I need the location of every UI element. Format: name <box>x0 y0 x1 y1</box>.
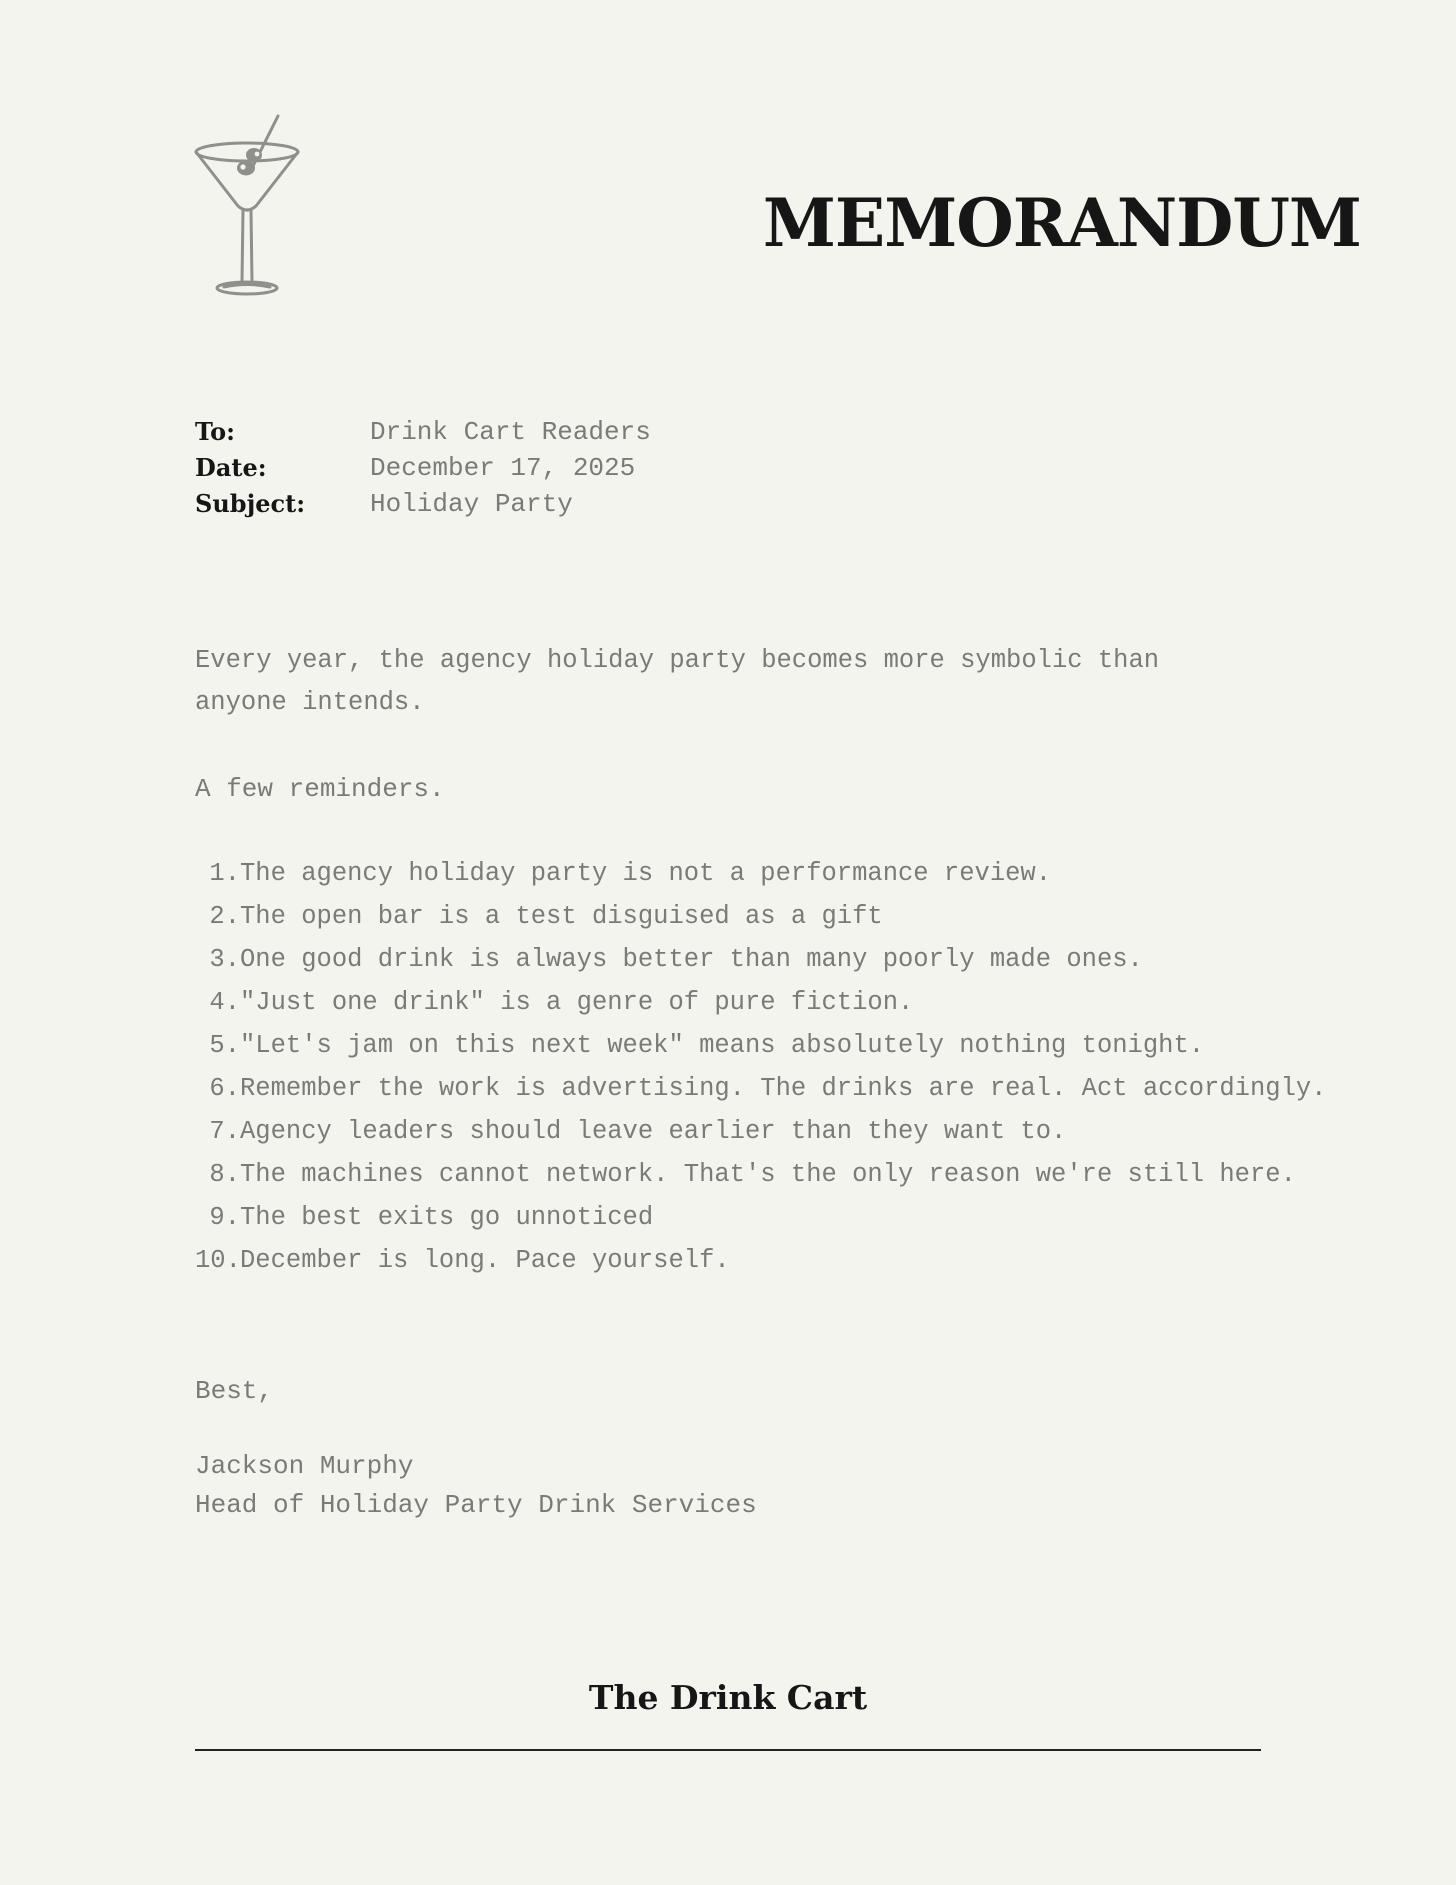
closing: Best, <box>195 1376 274 1406</box>
signer-block <box>195 1447 757 1525</box>
list-item-text: "Let's jam on this next week" means absolutely nothing tonight. <box>240 1031 1205 1060</box>
list-item-text: The best exits go unnoticed <box>240 1203 654 1232</box>
reminders-list <box>195 852 1327 1282</box>
list-item-text: The agency holiday party is not a performance review. <box>240 859 1052 888</box>
reminders-intro: A few reminders. <box>195 774 445 804</box>
list-item <box>195 1239 1275 1282</box>
to-label: To: <box>195 417 235 446</box>
list-item-number: 6. <box>209 1074 240 1103</box>
memo-header-fields <box>195 414 651 522</box>
date-row <box>195 450 651 486</box>
footer-divider <box>195 1749 1261 1751</box>
subject-label: Subject: <box>195 489 306 518</box>
list-item-number: 7. <box>209 1117 240 1146</box>
sign-off <box>195 1372 757 1525</box>
list-item <box>195 1153 1296 1196</box>
list-item-number: 1. <box>209 859 240 888</box>
list-item-number: 9. <box>209 1203 240 1232</box>
date-label: Date: <box>195 453 267 482</box>
list-item <box>195 1110 1275 1153</box>
list-item-text: One good drink is always better than many poorly made ones. <box>240 945 1143 974</box>
signer-name: Jackson Murphy <box>195 1451 414 1481</box>
to-row <box>195 414 651 450</box>
list-item-number: 8. <box>209 1160 240 1189</box>
list-item <box>195 1067 1327 1110</box>
list-item-text: "Just one drink" is a genre of pure fiction. <box>240 988 914 1017</box>
intro-paragraph: Every year, the agency holiday party becomes more symbolic than anyone intends. <box>195 646 1160 717</box>
list-item-text: The open bar is a test disguised as a gift <box>240 902 883 931</box>
signer-title: Head of Holiday Party Drink Services <box>195 1490 757 1520</box>
list-item-text: Remember the work is advertising. The drinks are real. Act accordingly. <box>240 1074 1327 1103</box>
list-item <box>195 895 1275 938</box>
subject-row <box>195 486 651 522</box>
date-value: December 17, 2025 <box>370 453 636 483</box>
list-item <box>195 852 1275 895</box>
list-item-text: Agency leaders should leave earlier than they want to. <box>240 1117 1067 1146</box>
martini-glass-icon <box>190 110 310 300</box>
subject-value: Holiday Party <box>370 489 573 519</box>
footer-brand: The Drink Cart <box>588 1678 868 1717</box>
list-item <box>195 938 1275 981</box>
memo-title: MEMORANDUM <box>762 184 1361 262</box>
list-item-text: December is long. Pace yourself. <box>240 1246 730 1275</box>
memo-body <box>195 640 1327 1282</box>
list-item-number: 10. <box>195 1246 241 1275</box>
list-item-number: 4. <box>209 988 240 1017</box>
list-item-number: 2. <box>209 902 240 931</box>
list-item <box>195 981 1275 1024</box>
list-item-number: 3. <box>209 945 240 974</box>
list-item <box>195 1196 1275 1239</box>
list-item <box>195 1024 1275 1067</box>
list-item-text: The machines cannot network. That's the only reason we're still here. <box>240 1160 1296 1189</box>
to-value: Drink Cart Readers <box>370 417 651 447</box>
list-item-number: 5. <box>209 1031 240 1060</box>
